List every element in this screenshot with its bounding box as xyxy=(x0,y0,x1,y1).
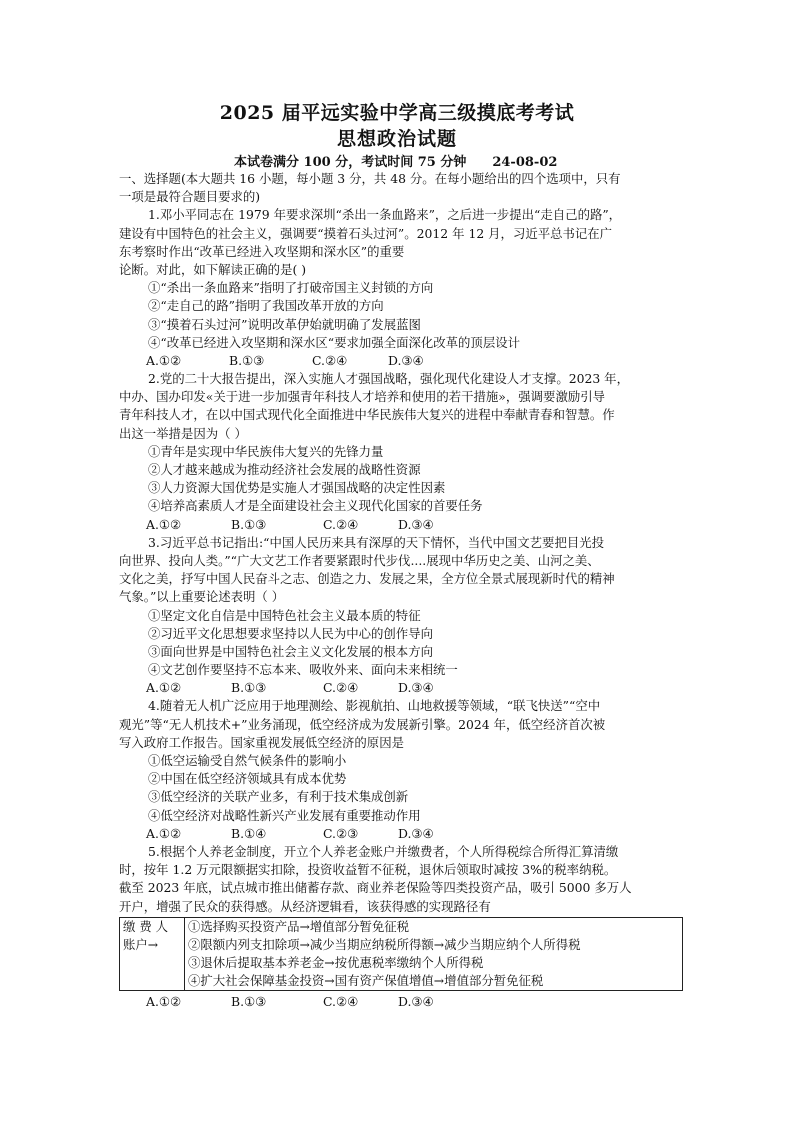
exam-subject: 思想政治试题 xyxy=(336,128,457,150)
q2-item: ③人力资源大国优势是实施人才强国战略的决定性因素 xyxy=(148,480,446,496)
q5-option-c: C.②④ xyxy=(323,993,359,1009)
q5-table-paths-cell xyxy=(185,917,683,990)
q4-item: ③低空经济的关联产业多，有利于技术集成创新 xyxy=(148,789,409,805)
q3-stem-line: 文化之美，抒写中国人民奋斗之志、创造之力、发展之果，全方位全景式展现新时代的精神 xyxy=(119,571,615,587)
q5-path-item: ③退休后提取基本养老金→按优惠税率缴纳个人所得税 xyxy=(188,954,484,970)
section-intro-cont: 一项是最符合题目要求的) xyxy=(119,189,261,205)
question-5 xyxy=(119,843,683,1011)
q5-options xyxy=(119,993,683,1011)
q2-stem-line: 中办、国办印发«关于进一步加强青年科技人才培养和使用的若干措施»，强调要激励引导 xyxy=(119,389,606,405)
q4-stem-line: 观光”等“无人机技术+”业务涌现，低空经济成为发展新引擎。2024 年，低空经济首次被 xyxy=(119,716,606,732)
q3-option-a: A.①② xyxy=(146,680,182,696)
q1-stem-line: 论断。对此，如下解读正确的是( ) xyxy=(119,261,307,277)
question-4 xyxy=(119,697,683,843)
q4-option-d: D.③④ xyxy=(398,825,434,841)
q5-path-item: ④扩大社会保障基金投资→国有资产保值增值→增值部分暂免征税 xyxy=(188,972,544,988)
q3-item: ①坚定文化自信是中国特色社会主义最本质的特征 xyxy=(148,607,421,623)
q1-option-a: A.①② xyxy=(146,352,182,368)
q1-item: ③“摸着石头过河”说明改革伊始就明确了发展蓝图 xyxy=(148,316,421,332)
q5-stem-line: 截至 2023 年底，试点城市推出储蓄存款、商业养老保险等四类投资产品，吸引 5000 多万人 xyxy=(119,880,632,896)
exam-info xyxy=(234,151,654,170)
question-2 xyxy=(119,370,683,534)
q5-table-account-cell xyxy=(120,917,185,990)
q2-option-a: A.①② xyxy=(146,516,182,532)
q4-options xyxy=(119,825,683,843)
q4-option-c: C.②③ xyxy=(323,825,359,841)
q2-stem-line: 出这一举措是因为（ ） xyxy=(119,425,247,441)
exam-content xyxy=(119,170,683,1011)
q2-item: ①青年是实现中华民族伟大复兴的先锋力量 xyxy=(148,443,384,459)
q2-option-c: C.②④ xyxy=(323,516,359,532)
question-1 xyxy=(119,206,683,370)
q5-table-left-line: 缴 费 人 xyxy=(123,918,169,934)
q1-stem-line: 建设有中国特色的社会主义，强调要“摸着石头过河”。2012 年 12 月，习近平总书记在广 xyxy=(119,225,613,241)
q3-option-c: C.②④ xyxy=(323,680,359,696)
q5-path-item: ②限额内列支扣除项→减少当期应纳税所得额→减少当期应纳个人所得税 xyxy=(188,936,581,952)
q3-stem-line: 气象。”以上重要论述表明（ ） xyxy=(119,589,285,605)
q3-option-b: B.①③ xyxy=(231,680,267,696)
q3-options xyxy=(119,679,683,697)
q2-options xyxy=(119,516,683,534)
question-3 xyxy=(119,534,683,698)
q3-item: ③面向世界是中国特色社会主义文化发展的根本方向 xyxy=(148,643,433,659)
q5-path-table xyxy=(119,917,683,991)
q5-table-left-line: 账户→ xyxy=(123,936,159,952)
section-intro: 一、选择题(本大题共 16 小题，每小题 3 分，共 48 分。在每小题给出的四个选项中，只有 xyxy=(119,171,621,186)
q4-item: ②中国在低空经济领域具有成本优势 xyxy=(148,771,347,787)
q5-option-d: D.③④ xyxy=(398,993,434,1009)
q4-stem-line: 写入政府工作报告。国家重视发展低空经济的原因是 xyxy=(119,734,404,750)
q5-option-a: A.①② xyxy=(146,993,182,1009)
q4-option-b: B.①④ xyxy=(231,825,267,841)
q1-options xyxy=(119,352,683,370)
q3-item: ④文艺创作要坚持不忘本来、吸收外来、面向未来相统一 xyxy=(148,662,458,678)
q1-option-b: B.①③ xyxy=(229,352,265,368)
q2-option-b: B.①③ xyxy=(231,516,267,532)
q2-stem-line: 青年科技人才，在以中国式现代化全面推进中华民族伟大复兴的进程中奉献青春和智慧。作 xyxy=(119,407,615,423)
q1-item: ②“走自己的路”指明了我国改革开放的方向 xyxy=(148,298,384,314)
exam-score-time: 本试卷满分 100 分，考试时间 75 分钟 xyxy=(234,155,467,170)
q1-stem-line: 东考察时作出“改革已经进入攻坚期和深水区”的重要 xyxy=(119,243,405,259)
q1-item: ①“杀出一条血路来”指明了打破帝国主义封锁的方向 xyxy=(148,280,434,296)
q2-item: ②人才越来越成为推动经济社会发展的战略性资源 xyxy=(148,462,421,477)
q3-stem-line: 3.习近平总书记指出:“中国人民历来具有深厚的天下情怀，当代中国文艺要把目光投 xyxy=(148,534,605,550)
q3-stem-line: 向世界、投向人类。”“广大文艺工作者要紧跟时代步伐....展现中华历史之美、山河之美、 xyxy=(119,552,600,568)
q3-item: ②习近平文化思想要求坚持以人民为中心的创作导向 xyxy=(148,625,433,641)
q5-stem-line: 5.根据个人养老金制度，开立个人养老金账户并缴费者，个人所得税综合所得汇算清缴 xyxy=(148,843,619,859)
q3-option-d: D.③④ xyxy=(398,680,434,696)
q1-stem-line: 1.邓小平同志在 1979 年要求深圳“杀出一条血路来”，之后进一步提出“走自己的路”， xyxy=(148,207,622,223)
q4-option-a: A.①② xyxy=(146,825,182,841)
q5-stem-line: 开户，增强了民众的获得感。从经济逻辑看，该获得感的实现路径有 xyxy=(119,898,491,914)
q2-option-d: D.③④ xyxy=(398,516,434,532)
q5-option-b: B.①③ xyxy=(231,993,267,1009)
exam-date: 24-08-02 xyxy=(492,155,558,170)
q4-item: ④低空经济对战略性新兴产业发展有重要推动作用 xyxy=(148,807,421,823)
q2-stem-line: 2.党的二十大报告提出，深入实施人才强国战略，强化现代化建设人才支撑。2023 年， xyxy=(148,371,629,387)
q1-option-d: D.③④ xyxy=(388,352,424,368)
q4-stem-line: 4.随着无人机广泛应用于地理测绘、影视航拍、山地救援等领域，“联飞快送”“空中 xyxy=(148,698,601,714)
q2-item: ④培养高素质人才是全面建设社会主义现代化国家的首要任务 xyxy=(148,498,483,514)
q1-option-c: C.②④ xyxy=(312,352,348,368)
q1-item: ④“改革已经进入攻坚期和深水区“要求加强全面深化改革的顶层设计 xyxy=(148,334,520,350)
q5-path-item: ①选择购买投资产品→增值部分暂免征税 xyxy=(188,918,410,934)
q4-item: ①低空运输受自然气候条件的影响小 xyxy=(148,753,347,768)
q5-stem-line: 时，按年 1.2 万元限额据实扣除，投资收益暂不征税，退休后领取时减按 3%的税率纳税。 xyxy=(119,862,617,878)
exam-title: 2025 届平远实验中学高三级摸底考考试 xyxy=(219,102,575,124)
